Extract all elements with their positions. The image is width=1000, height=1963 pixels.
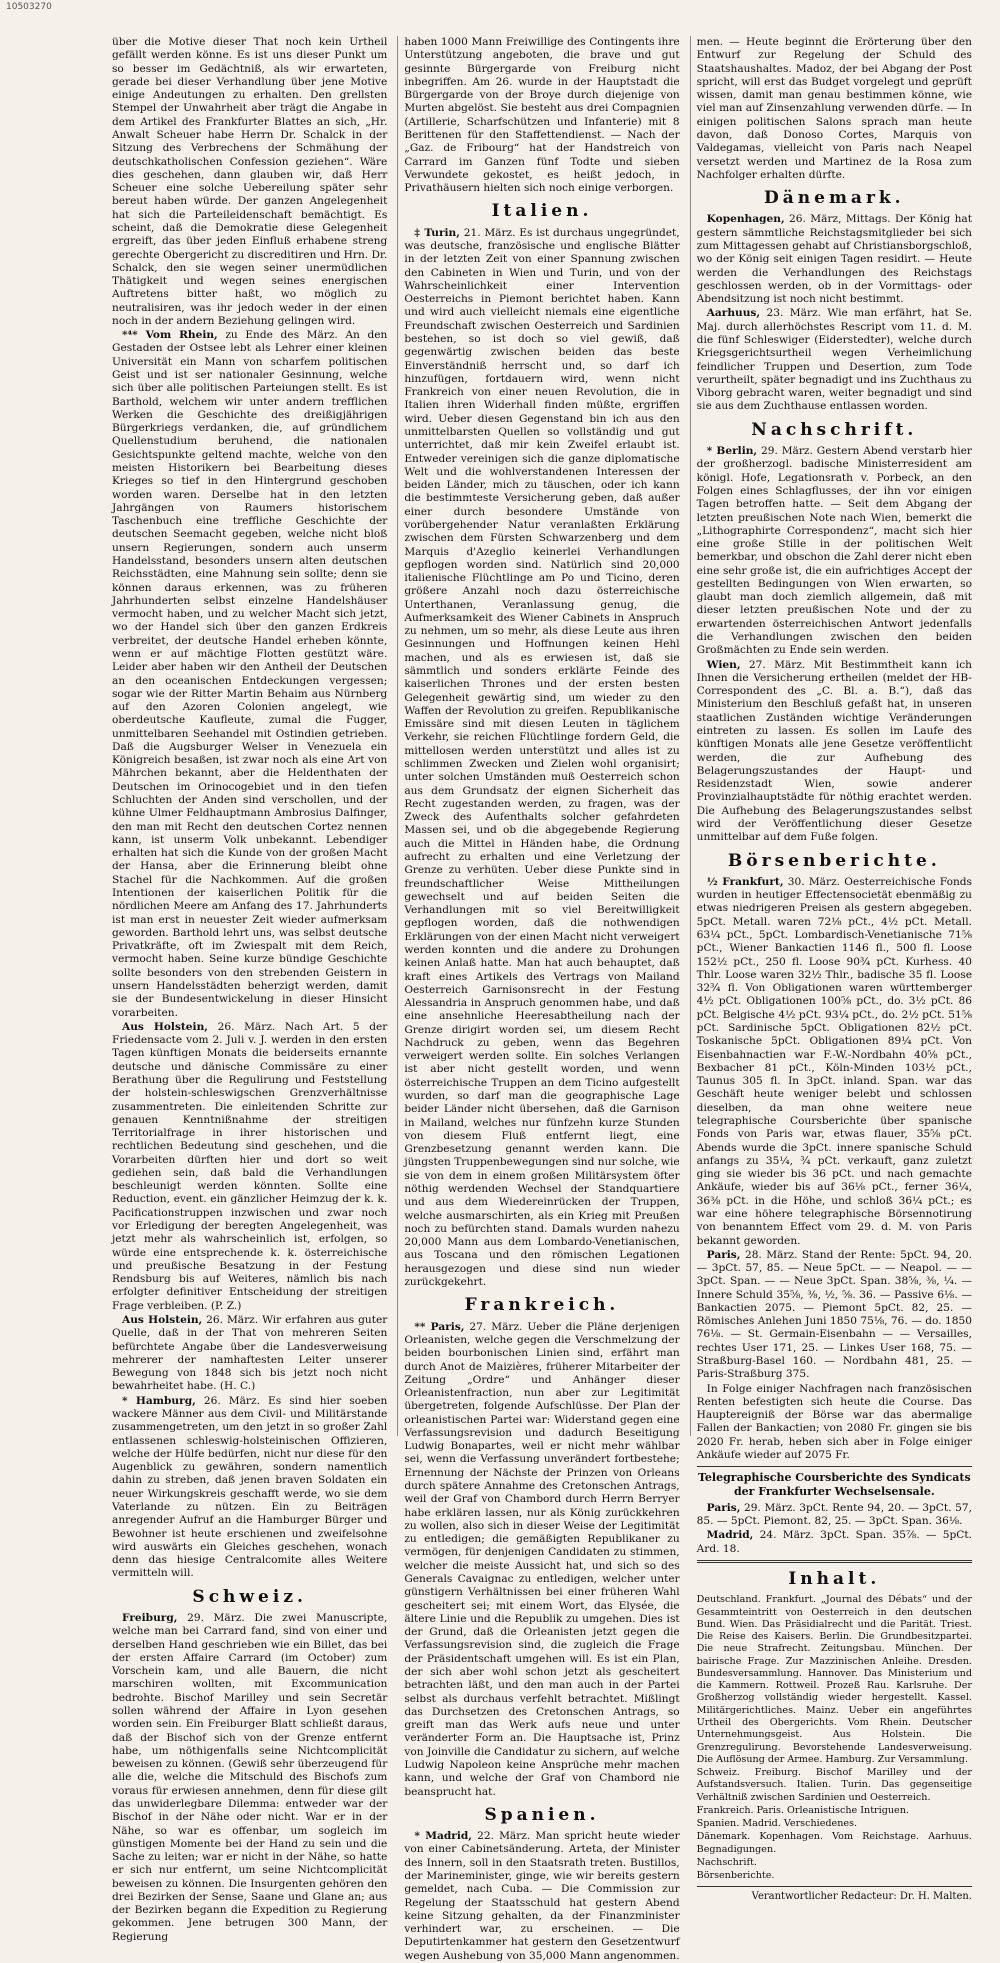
article-body: 26. März. Es sind hier soeben wackere Männer aus dem Civil- und Militärstande zusammengetreten, um den jetzt in so großer Zahl entlassenen schleswig-holsteinischen Offizieren, welche der Hülfe bedürfen, nicht nur diese für den Augenblick zu gewähren, sondern namentlich dahin zu streben, daß jenen braven Soldaten ein neuer Wirkungskreis geschafft werde, wo sie dem Vaterlande zu nützen. Ein zu Beiträgen anregender Aufruf an die Hamburger Bürger und Bewohner ist heute erschienen und zweifelsohne wird auswärts ein Gleiches geschehen, wonach denn das hiesige Centralcomite alles Weitere vermitteln will. — [112, 1394, 388, 1580]
article-paris-rente — [697, 1249, 972, 1382]
article-vom-rhein — [112, 329, 387, 1020]
article-freiburg — [112, 1612, 387, 1944]
article-body: 27. März. Ueber die Pläne derjenigen Orleanisten, welche gegen die Verschmelzung der beiden bourbonischen Linien sind, erfährt man durch Anot de Maizières, früherer Mitarbeiter der Zeitung „Ordre“ und Anhänger dieser Orleanistenfraction, nun aber zur Legitimität übergetreten, folgende Aufschlüsse. Der Plan der orleanistischen Partei war: Widerstand gegen eine Verfassungsrevision und dadurch Beseitigung Ludwig Bonapartes, weil er nicht mehr wählbar sei, wenn die Verfassung unverändert fortbestehe; Ernennung der Nächste der Prinzen von Orleans durch spätere Annahme des Cretonschen Antrags, weil der Graf von Chambord durch Herrn Berryer habe erklären lassen, nur als König zurückkehren zu wollen, also sich in dieser Weise der Legitimität zu entledigen; die gemäßigten Republikaner zu vermögen, für denjenigen Candidaten zu stimmen, welcher die meiste Aussicht hat, und sich so des Generals Cavaignac zu entledigen, welcher unter günstigern Verhältnissen bei einer früheren Wahl gescheitert sei; mit einem Wort, das Elysée, die ältere Linie und die Republik zu umgehen. Dies ist der Grund, daß die Orleanisten jetzt gegen die Verfassungsrevision sind, die zugleich die Frage der Präsidentschaft umgehen will. Es ist ein Plan, der sich aber wohl schon jetzt als gescheitert betrachten läßt, und den man auch in der Partei selbst als durchaus verfehlt betrachtet. Mißlingt das Durchsetzen des Cretonschen Antrags, so greift man das Werk aufs neue und unter veränderter Form an. Die Hauptsache ist, Prinz von Joinville die Candidatur zu sichern, auf welche Ludwig Napoleon keine Ansprüche mehr machen kann, und welche der Graf von Chambord nie beansprucht hat. — [404, 1320, 680, 1798]
section-title-boersenberichte: Börsenberichte. — [727, 850, 941, 871]
article-body: 29. März. 3pCt. Rente 94, 20. — 3pCt. 57, 85. — 5pCt. Piemont. 82, 25. — 3pCt. Span. 36⅛. — [696, 1501, 972, 1528]
article-dateline: Madrid, — [706, 1529, 754, 1542]
article-dateline: ½ Frankfurt, — [706, 875, 784, 888]
article-dateline: Aus Holstein, — [122, 1020, 208, 1033]
section-title-frankreich: Frankreich. — [464, 1295, 620, 1316]
article-paris-note: In Folge einiger Nachfragen nach französischen Renten befestigten sich heute die Course. Das Hauptereigniß der Börse war das abermalige Fallen der Bankactien; von 2080 Fr. gingen sie bis 2020 Fr. herab, heben sich aber in Folge einiger Ankäufe wieder auf 2075 Fr. — [696, 1382, 972, 1462]
article-body: 26. März. Nach Art. 5 der Friedensacte vom 2. Juli v. J. werden in den ersten Tagen künftigen Monats die beiderseits ernannte deutsche und dänische Commissäre zu einer Berathung über die Regulirung und Feststellung der holstein-schleswigschen Grenzverhältnisse zusammentreten. Die einleitenden Schritte zur genauen Kenntnißnahme der streitigen Territorialfrage in ihrer historischen und rechtlichen Bedeutung sind geschehen, und die Vorarbeiten dürften hier und dort so weit gediehen sein, daß bald die Verhandlungen beschleunigt werden könnten. Sollte eine Reduction, event. ein gänzlicher Heimzug der k. k. Pacificationstruppen inzwischen und zwar noch vor Erledigung der beregten Angelegenheit, was jetzt mehr als wahrscheinlich ist, erfolgen, so würde eine entsprechende k. k. österreichische und preußische Besatzung in der Festung Rendsburg bis auf Weiteres, nämlich bis nach erfolgter definitiver Entscheidung der streitigen Frage verbleiben. (P. Z.) — [112, 1020, 388, 1312]
section-title-inhalt: Inhalt. — [788, 1568, 881, 1589]
telegraph-paris — [697, 1502, 972, 1529]
column-1 — [112, 36, 388, 1943]
article-dateline: ** Paris, — [414, 1320, 465, 1333]
toc-entry: Deutschland. Frankfurt. „Journal des Débats“ und der Gesammteintritt von Oesterreich in den deutschen Bund. Wien. Das Präsidialrecht und die Parität. Triest. Die Reise des Kaisers. Berlin. Die Grundbesitzpartei. Die neue Strafrecht. Zeitungsbau. München. Der bairische Frage. Zur Mazzinischen Anleihe. Dresden. Bundesversammlung. Hannover. Das Ministerium und die Kammern. Rottweil. Prozeß Rau. Karlsruhe. Der Großherzog vollständig wieder hergestellt. Kassel. Militärgerichtliches. Mainz. Ueber ein angeführtes Urtheil des Obergerichts. Vom Rhein. Deutscher Unternehmungsgeist. Aus Holstein. Die Grenzregulirung. Bevorstehende Landesverweisung. Die Auflösung der Armee. Hamburg. Zur Versammlung. — [696, 1594, 972, 1765]
article-body: zu Ende des März. An den Gestaden der Ostsee lebt als Lehrer einer kleinen Universität ein Mann von scharfem politischen Geist und ist ser nationaler Gesinnung, welche sich über alle politischen Parteiungen stellt. Es ist Barthold, welchem wir unter andern trefflichen Werken die Geschichte des dreißigjährigen Bürgerkriegs verdanken, die, auf gründlichem Quellenstudium beruhend, die nationalen Gesichtspunkte geltend machte, welche von den meisten Historikern bei Bearbeitung dieses Krieges so tief in den Hintergrund geschoben worden waren. Derselbe hat in den letzten Jahrgängen von Raumers historischem Taschenbuch eine treffliche Geschichte der deutschen Seemacht gegeben, welche nicht bloß unsern Regierungen, sondern auch unserm Handelsstand, besonders unsern alten deutschen Reichsstädten, eine Mahnung sein sollte; denn sie können daraus erkennen, was zu früheren Jahrhunderten selbst einzelne Handelshäuser vermocht haben, und zu welcher Macht sich jetzt, wo der Handel sich über den ganzen Erdkreis verbreitet, der deutsche Handel erheben könnte, wenn er auf mächtige Flotten gestützt wäre. Leider aber haben wir den Antheil der Deutschen an den oceanischen Entdeckungen vergessen; sogar wie der Ritter Martin Behaim aus Nürnberg auf den Azoren Colonien angelegt, wie oberdeutsche Kaufleute, zumal die Fugger, unmittelbaren Seehandel mit Ostindien getrieben. Daß die Augsburger Welser in Venezuela ein Königreich besaßen, ist zwar noch als eine Art von Mährchen bekannt, aber die Heldenthaten der Deutschen im Orinocogebiet und in den tiefen Schluchten der Anden sind verschollen, und der kühne Ulmer Feldhauptmann Ambrosius Dalfinger, den man mit Recht den deutschen Cortez nennen kann, ist unserm Volk unbekannt. Lebendiger erhalten hat sich die Kunde von der großen Macht der Hansa, aber die Erinnerung bleibt ohne Stachel für die Nachkommen. Auf die großen Intentionen der kaiserlichen Politik für die nördlichen Meere am Anfang des 17. Jahrhunderts ist man erst in neuester Zeit wieder aufmerksam geworden. Barthold lehrt uns, was selbst deutsche Privatkräfte, oft im Zwiespalt mit dem Reich, vermocht haben. Seine kurze bündige Geschichte sollte besonders von den strebenden Geistern in unsern Handelsstädten beherzigt werden, damit sie der Bundesentwickelung in dieser Hinsicht vorarbeiten. — [112, 329, 388, 1019]
article-dateline: ‡ Turin, — [414, 226, 460, 239]
article-body: 28. März. Stand der Rente: 5pCt. 94, 20. — 3pCt. 57, 85. — Neue 5pCt. — — Neapol. — — 3pCt. Span. — — Neue 3pCt. Span. 38⅝, ⅜, ¼. — Innere Schuld 35⅝, ⅜, ½, ⅝. 36. — Passive 6⅛. — Bankactien 2075. — Piemont 5pCt. 82, 25. — Römisches Anlehen Juni 1850 75⅛, 76. — do. 1850 76⅛. — St. Germain-Eisenbahn — — Versailles, rechtes User 171, 25. — Linkes User 168, 75. — Straßburg-Basel 160. — Nordbahn 481, 25. — Paris-Straßburg 375. — [696, 1248, 972, 1381]
article-aarhuus — [697, 307, 972, 413]
article-dateline: Kopenhagen, — [706, 213, 785, 226]
article-holstein-1 — [112, 1021, 387, 1313]
page-id: 10503270 — [6, 2, 52, 12]
article-body: 26. März. Wir erfahren aus guter Quelle, daß in der That von mehreren Seiten befürchtete Angabe über die Landesverweisung mehrerer der namhaftesten Leiter unserer Bewegung von 1848 sich bis jetzt noch nicht bewahrheitet habe. (H. C.) — [112, 1314, 388, 1393]
column-3 — [690, 36, 972, 1903]
article-madrid — [404, 1830, 679, 1963]
article-dateline: Paris, — [706, 1501, 741, 1514]
article-dateline: Aarhuus, — [706, 307, 761, 320]
article-continuation: haben 1000 Mann Freiwillige des Contingents ihre Unterstützung angeboten, die brave und gut gesinnte Bürgergarde von Freiburg nicht inbegriffen. Am 26. wurde in der Hauptstadt die Bürgergarde von der Broye durch diejenige von Murten abgelöst. Sie besteht aus drei Compagnien (Artillerie, Scharfschützen und Infanterie) mit 8 Berittenen für den Staffettendienst. — Nach der „Gaz. de Fribourg“ hat der Handstreich von Carrard im Ganzen fünf Todte und sieben Verwundete gekostet, es heißt jedoch, in Privathäusern hielten sich noch einige verborgen. — [404, 36, 680, 195]
article-dateline: Aus Holstein, — [122, 1314, 203, 1326]
section-title-nachschrift: Nachschrift. — [751, 419, 918, 440]
newspaper-columns — [112, 36, 972, 1962]
article-paris — [404, 1321, 679, 1799]
section-title-daenemark: Dänemark. — [764, 188, 905, 209]
toc-entry: Dänemark. Kopenhagen. Vom Reichstage. Aarhuus. Begnadigungen. — [696, 1831, 972, 1855]
article-wien — [697, 659, 972, 845]
article-body: 30. März. Oesterreichische Fonds wurden in heutiger Effectensocietät ebenmäßig zu etwas niedrigeren Preisen als gestern abgegeben. 5pCt. Metall. waren 72⅛ pCt., 4½ pCt. Metall. 63¼ pCt., 5pCt. Lombardisch-Venetianische 71⅝ pCt., Wiener Bankactien 1146 fl., 500 fl. Loose 152½ pCt., 250 fl. Loose 90¾ pCt. Kurhess. 40 Thlr. Loose waren 32½ Thlr., badische 35 fl. Loose 32¾ fl. Von Obligationen waren württemberger 4½ pCt. Obligationen 100⅝ pCt., do. 3½ pCt. 86 pCt. Belgische 4½ pCt. 93¼ pCt., do. 2½ pCt. 51⅝ pCt. Sardinische 5pCt. Obligationen 82½ pCt. Toskanische 5pCt. Obligationen 89¼ pCt. Von Eisenbahnactien war F.-W.-Nordbahn 40⅝ pCt., Bexbacher 81 pCt., Köln-Minden 103½ pCt., Taunus 305 fl. In 3pCt. inland. Span. war das Geschäft heute weniger belebt und schlossen dieselben, da man ohne weitere neue telegraphische Coursberichte über spanische Fonds von Paris war, etwas flauer, 35⅝ pCt. Abends wurde die 3pCt. innere spanische Schuld anfangs zu 35¼, ¾ pCt. verkauft, ganz zuletzt ging sie wieder bis 36 pCt. und nach gemachte Ankäufe, wieder bis auf 36⅛ pCt., ferner 36¼, 36⅜ pCt. in die Höhe, und schloß 36¼ pCt.; es war eine höhere telegraphische Börsennotirung von benanntem Effect vom 29. d. M. von Paris bekannt geworden. — [696, 875, 972, 1247]
divider — [697, 1886, 972, 1887]
table-of-contents — [697, 1594, 972, 1882]
toc-entry: Schweiz. Freiburg. Bischof Marilley und der Aufstandsversuch. Italien. Turin. Das gegenseitige Verhältniß zwischen Sardinien und Oesterreich. — [696, 1767, 972, 1803]
article-dateline: * Hamburg, — [122, 1394, 196, 1407]
article-dateline: Paris, — [706, 1248, 741, 1261]
article-dateline: * Berlin, — [706, 445, 758, 458]
article-dateline: Wien, — [706, 658, 741, 671]
article-dateline: * Madrid, — [414, 1830, 472, 1843]
telegraph-heading: Telegraphische Coursberichte des Syndicats der Frankfurter Wechselsensale. — [697, 1471, 971, 1499]
article-body: 26. März, Mittags. Der König hat gestern sämmtliche Reichstagsmitglieder bei sich zum Mittagessen gehabt auf Christiansborgschloß, wo der König seit einigen Tagen residirt. — Heute werden die Verhandlungen des Reichstags geschlossen werden, ob in der Vormittags- oder Abendsitzung ist noch nicht bestimmt. — [696, 213, 972, 306]
toc-entry: Börsenberichte. — [696, 1870, 775, 1882]
column-2 — [397, 36, 680, 1962]
toc-entry: Nachschrift. — [696, 1856, 757, 1868]
article-holstein-2 — [112, 1314, 387, 1394]
article-berlin — [697, 445, 972, 658]
article-hamburg — [112, 1395, 387, 1581]
section-title-spanien: Spanien. — [484, 1804, 600, 1825]
article-continuation: über die Motive dieser That noch kein Urtheil gefällt werden könne. Es ist uns dieser Punkt um so besser im Gedächtniß, als wir erwarteten, gerade bei dieser Verhandlung über jene Motive einige Andeutungen zu erhalten. Den grellsten Stempel der Unwahrheit aber trägt die Angabe in dem Artikel des Frankfurter Blattes an sich, „Hr. Anwalt Scheuer habe Herrn Dr. Schalck in der Sitzung des Verbrechens der Schmähung der deutschkatholischen Confession geziehen“. Wäre dies geschehen, dann glauben wir, daß Herr Scheuer eine solche Uebereilung später sehr bereut haben würde. Der ganzen Angelegenheit hat sich die Parteileidenschaft bemächtigt. Es scheint, daß die Demokratie diese Gelegenheit ergreift, das über jeden Einfluß erhabene streng gerechte Obergericht zu discreditiren und Hrn. Dr. Schalck, den sie wegen seiner unermüdlichen Thätigkeit und wegen seines energischen Auftretens bitter haßt, wo möglich zu neutralisiren, was ihr jedoch weder in der einen noch in der andern Beziehung gelingen wird. — [112, 36, 388, 327]
section-title-italien: Italien. — [491, 201, 593, 222]
article-continuation: men. — Heute beginnt die Erörterung über den Entwurf zur Regelung der Schuld des Staatshaushaltes. Madoz, der bei Abgang der Post spricht, will erst das Budget vorgelegt und geprüft wissen, damit man genau bestimmen könne, wie viel man auf Zinsenzahlung verwenden dürfe. — In einigen politischen Salons sprach man heute davon, daß Donoso Cortes, Marquis von Valdegamas, vielleicht von Paris nach Neapel versetzt werden und Martinez de la Rosa zum Nachfolger erhalten dürfte. — [696, 36, 972, 181]
article-turin — [404, 227, 679, 1290]
toc-entry: Frankreich. Paris. Orleanistische Intriguen. — [696, 1804, 909, 1816]
article-kopenhagen — [697, 213, 972, 306]
article-body: 21. März. Es ist durchaus ungegründet, was deutsche, französische und englische Blätter in der letzten Zeit von einer Spannung zwischen den Cabineten in Wien und Turin, und von der Wahrscheinlichkeit einer Intervention Oesterreichs in Piemont berichtet haben. Kann und wird auch vielleicht niemals eine eigentliche Freundschaft zwischen Oesterreich und Sardinien bestehen, so ist doch so viel gewiß, daß gegenwärtig zwischen beiden das beste Einverständniß herrscht und, so darf ich hinzufügen, fortdauern wird, wenn nicht Frankreich von einer neuen Revolution, die in Italien ihren Widerhall finden müßte, ergriffen wird. Ueber diesen Gegenstand bin ich aus den unmittelbarsten Quellen so vollständig und gut unterrichtet, daß mir kein Zweifel erlaubt ist. Entweder vereinigen sich die ganze diplomatische Welt und die wohlverstandenen Interessen der beiden Länder, mich zu täuschen, oder ich kann die bestimmteste Versicherung geben, daß außer einer durch besondere Umstände von vorübergehender Natur veranlaßten Erklärung zwischen dem Fürsten Schwarzenberg und dem Marquis d'Azeglio keinerlei Verhandlungen gepflogen worden sind. Natürlich sind 20,000 italienische Flüchtlinge am Po und Ticino, deren größere Anzahl noch dazu österreichische Unterthanen, Veranlassung genug, die Aufmerksamkeit des Wiener Cabinets in Anspruch zu nehmen, um so mehr, als diese Leute aus ihren Gesinnungen und Hoffnungen keinen Hehl machen, und als es erwiesen ist, daß sie sämmtlich und sonders erklärte Feinde des kaiserlichen Thrones und der ersten besten Gelegenheit gewärtig sind, um wieder zu den Waffen der Revolution zu greifen. Republikanische Emissäre sind mit diesen Leuten in täglichem Verkehr, sie reichen Flüchtlinge fordern Geld, die mittellosen werden unterstützt und alles ist zu schlimmen Zwecken und Zielen wohl organisirt; unter solchen Umständen muß Oesterreich schon aus dem Grundsatz der eignen Sicherheit das Recht zugestanden werden, zu fragen, was der Zweck des Aufenthalts solcher gefahrdeten Massen sei, und ob die abgegebende Regierung auch die Mittel in Händen habe, die Ordnung aufrecht zu erhalten und eine Verletzung der Grenze zu verhüten. Ueber diese Punkte sind in freundschaftlicher Weise Mittheilungen gewechselt und auf beiden Seiten die Verhandlungen mit so viel Bereitwilligkeit gepflogen worden, daß die nothwendigen Erklärungen von der einen Macht nicht verweigert werden konnten und die andere zu Drohungen keinen Anlaß hatte. Man hat auch behauptet, daß kraft eines Artikels des Vertrags von Mailand Oesterreich Garnisonsrecht in der Festung Alessandria in Anspruch genommen habe, und daß eine ansehnliche Heeresabtheilung nach der Grenze dirigirt worden sei, um diesem Recht Nachdruck zu geben, wenn das Begehren verweigert werden sollte. Ein solches Verlangen ist aber nicht gestellt worden, und wenn österreichische Truppen an dem Ticino aufgestellt wurden, so darf man die geographische Lage beider Länder nicht übersehen, daß die Garnison in Mailand, welches nur fünfzehn kurze Stunden von diesem Fluß entfernt liegt, eine Grenzbesetzung genannt werden kann. Die jüngsten Truppenbewegungen sind nur solche, wie sie von dem in einem großen Militärsystem öfter nöthig werdenden Wechsel der Standquartiere und aus dem Wiedereinrücken der Truppen, welche ausmarschirten, als ein Krieg mit Preußen noch zu befürchten stand. Damals wurden nahezu 20,000 Mann aus dem Lombardo-Venetianischen, aus Toscana und den römischen Legationen herausgezogen und diese sind nun wieder zurückgekehrt. — [404, 226, 680, 1288]
divider — [697, 1560, 972, 1563]
article-body: 27. März. Mit Bestimmtheit kann ich Ihnen die Versicherung ertheilen (meldet der HB-Correspondent des „C. Bl. a. B.“), daß das Ministerium den Beschluß gefaßt hat, in unseren staatlichen Zuständen wichtige Veränderungen eintreten zu lassen. Es sollen im Laufe des künftigen Monats alle jene Gesetze veröffentlicht werden, die zur Aufhebung des Belagerungszustandes der Haupt- und Residenzstadt Wien, sowie anderer Provinzialhauptstädte für nöthig erachtet werden. Die Aufhebung des Belagerungszustandes selbst wird der Veröffentlichung dieser Gesetze unmittelbar auf dem Fuße folgen. — [696, 658, 972, 844]
divider — [697, 1466, 972, 1467]
article-body: 22. März. Man spricht heute wieder von einer Cabinetsänderung. Arteta, der Minister des Innern, soll in den Staatsrath treten. Bustillos, der Marineminister, ginge, wie wir bereits gestern gemeldet, nach Cuba. — Die Commission zur Regelung der Staatsschuld hat gestern Abend keine Sitzung gehalten, da der Finanzminister verhindert war, zu erscheinen. — Die Deputirtenkammer hat gestern den Gesetzentwurf wegen Aushebung von 35,000 Mann angenommen. — [404, 1830, 680, 1962]
article-body: 29. März. Gestern Abend verstarb hier der großherzogl. badische Ministerresident am königl. Hofe, Legationsrath v. Porbeck, an den Folgen eines Schlagflusses, der ihn vor einigen Tagen betroffen hatte. — Seit dem Abgang der letzten preußischen Note nach Wien, bemerkt die „Lithographirte Correspondenz“, macht sich hier eine große Stille in der politischen Welt bemerkbar, und obschon die Zahl derer nicht eben eine sehr große ist, die ein aufrichtiges Accept der gestellten Bedingungen von Wien erwarten, so glaubt man doch ziemlich allgemein, daß mit dieser letzten preußischen Note und der zu erwartenden österreichischen Antwort jedenfalls die Verhandlungen zwischen den beiden Großmächten zu Ende sein werden. — [696, 445, 972, 657]
article-dateline: *⁴* Vom Rhein, — [122, 329, 218, 342]
section-title-schweiz: Schweiz. — [192, 1586, 307, 1607]
article-frankfurt-boerse — [697, 876, 972, 1248]
toc-entry: Spanien. Madrid. Verschiedenes. — [696, 1818, 858, 1830]
telegraph-madrid — [697, 1529, 972, 1556]
article-body: 29. März. Die zwei Manuscripte, welche man bei Carrard fand, sind von einer und derselben Hand geschrieben wie ein Billet, das bei der ersten Affaire Carrard (im October) zum Vorschein kam, und alle Bauern, die nicht marschiren wollten, mit Excommunication bedrohte. Bischof Marilley und sein Secretär sollen während der Affaire in Lyon gesehen worden sein. Ein Freiburger Blatt schließt daraus, daß der Bischof sich von der Grenze entfernt habe, um nöthigenfalls seine Nichtcomplicität beweisen zu können. (Gewiß sehr überzeugend für alle die, welche die Mitschuld des Bischofs zum voraus für erwiesen annehmen, denn für diese gilt das unwiderlegbare Dilemma: entweder war der Bischof in der Nähe oder nicht. War er in der Nähe, so war es offenbar, um sogleich im günstigen Momente bei der Hand zu sein und die Sache zu leiten; war er nicht in der Nähe, so hatte er sich nur entfernt, um seine Nichtcomplicität beweisen zu können. Die Insurgenten gehören den drei Bezirken der Sense, Saane und Glane an; aus der Bezirken begann die Expedition zu Regierung gekommen. Jene betrugen 300 Mann, der Regierung — [112, 1612, 388, 1943]
article-body: 24. März. 3pCt. Span. 35⅞. — 5pCt. Ard. 18. — [696, 1529, 972, 1555]
article-dateline: Freiburg, — [122, 1612, 178, 1625]
editor-signature: Verantwortlicher Redacteur: Dr. H. Malten. — [751, 1891, 972, 1903]
article-body: 23. März. Wie man erfährt, hat Se. Maj. durch allerhöchstes Rescript vom 11. d. M. die fünf Schleswiger (Eiderstedter), welche durch Kriegsgerichtsurtheil wegen Verheimlichung feindlicher Truppen und Desertion, zum Tode verurtheilt, später begnadigt und ins Zuchthaus zu Viborg gebracht waren, weiter begnadigt und sind sie aus dem Zuchthause entlassen worden. — [696, 307, 972, 413]
